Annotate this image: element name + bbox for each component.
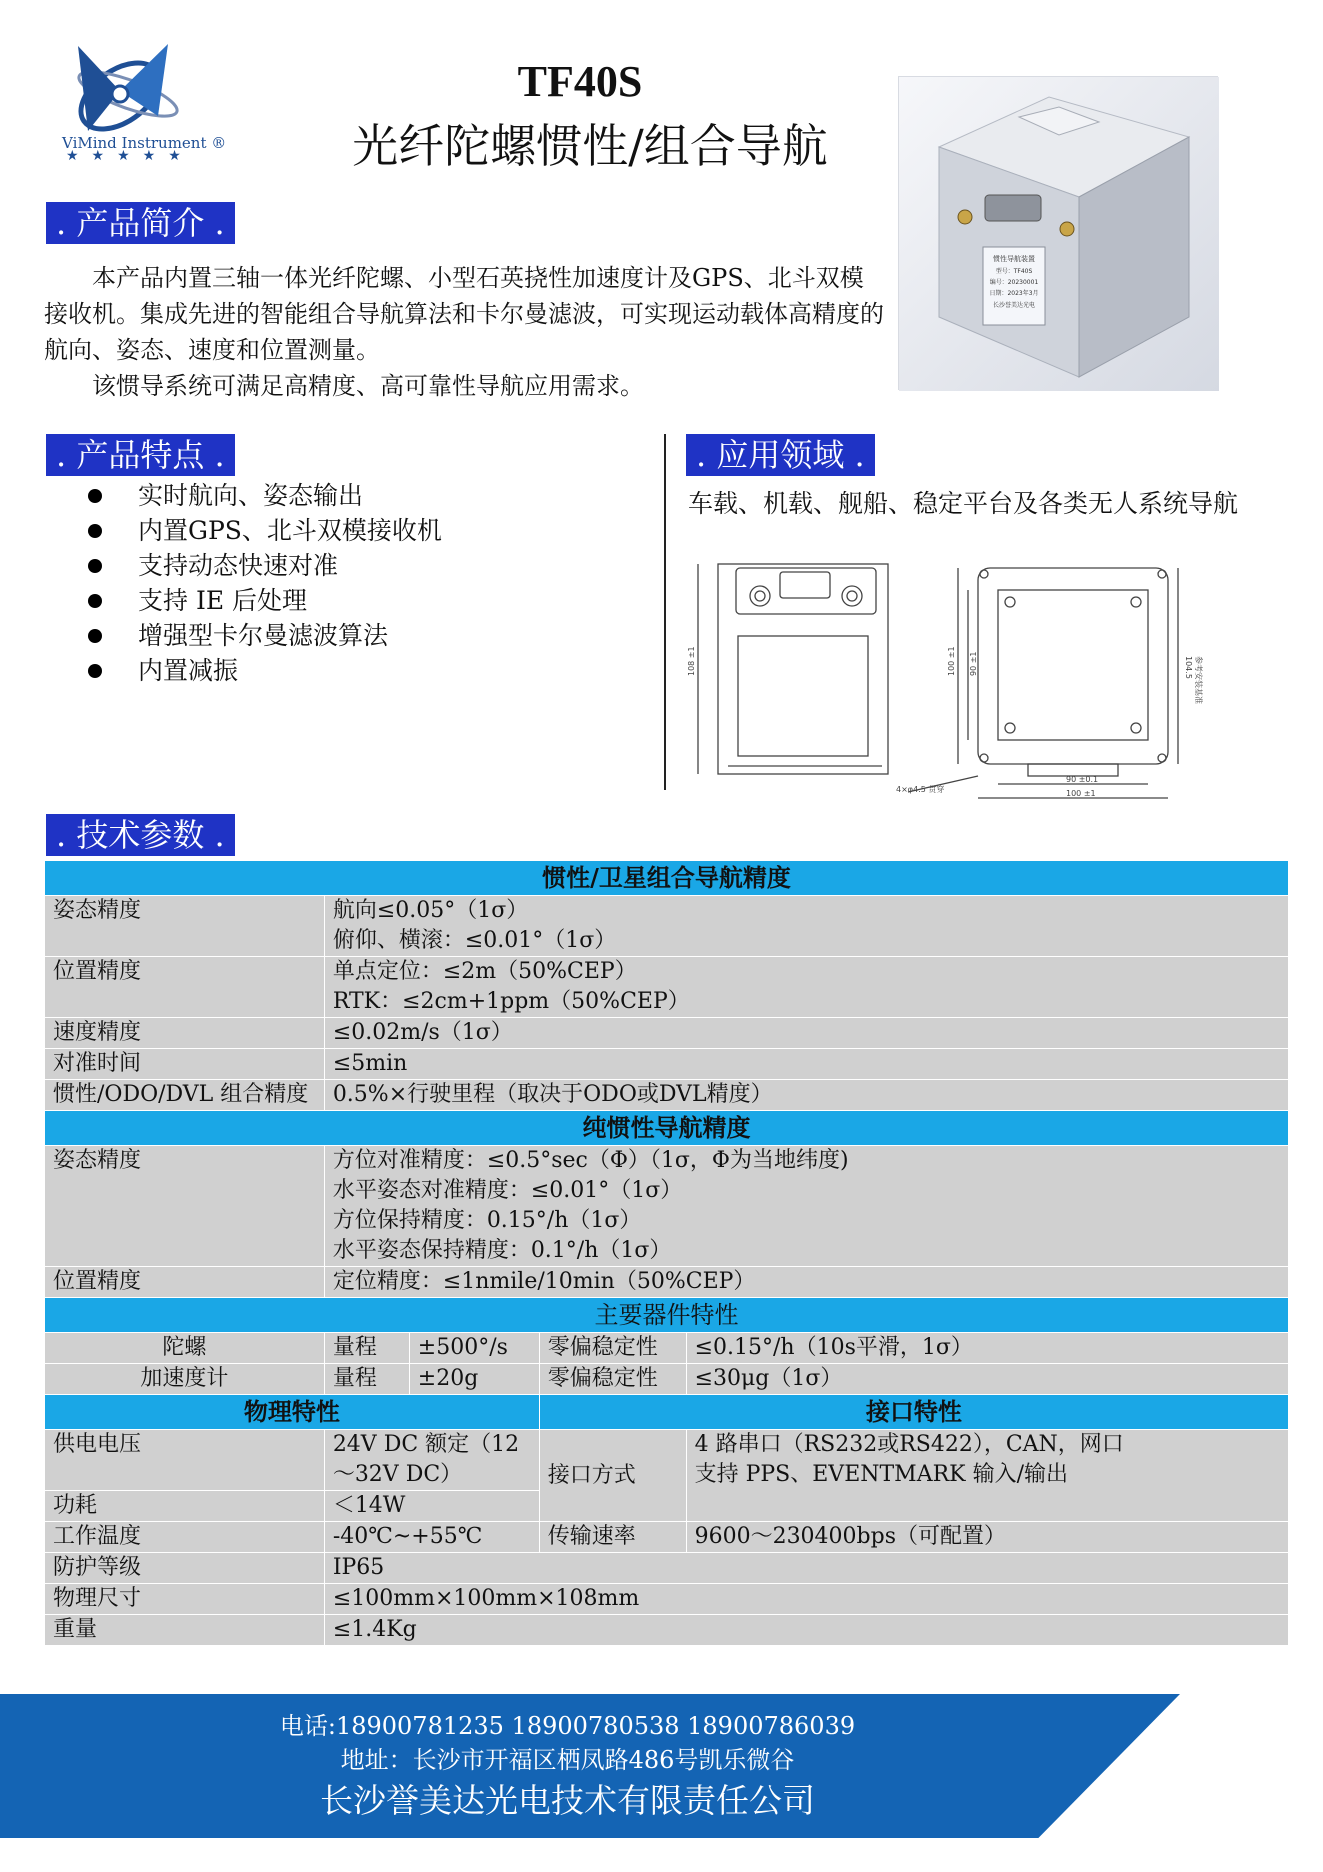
cell: 量程 [324, 1364, 409, 1395]
dim-label-6: 100 ±1 [1066, 789, 1096, 798]
footer-phone: 电话:18900781235 18900780538 18900786039 [279, 1712, 856, 1740]
feature-item [88, 478, 442, 513]
row-value: ≤100mm×100mm×108mm [324, 1584, 1288, 1615]
value-line: 水平姿态对准精度：≤0.01°（1σ） [332, 1178, 683, 1203]
feature-text: 增强型卡尔曼滤波算法 [138, 621, 389, 650]
applications-text: 车载、机载、舰船、稳定平台及各类无人系统导航 [688, 489, 1239, 518]
row-label: 位置精度 [45, 1267, 325, 1298]
value-line: 方位保持精度：0.15°/h（1σ） [332, 1208, 642, 1233]
table-row [45, 1430, 1289, 1491]
row-value: ＜14W [324, 1491, 539, 1522]
bullet-icon [88, 664, 102, 678]
feature-text: 内置减振 [138, 656, 239, 685]
feature-text: 支持动态快速对准 [138, 551, 339, 580]
cell: ±20g [409, 1364, 539, 1395]
table-row [45, 896, 1289, 957]
row-label: 姿态精度 [45, 896, 325, 957]
table-header-physical: 物理特性 [45, 1395, 540, 1430]
feature-item [88, 653, 442, 688]
row-label: 速度精度 [45, 1018, 325, 1049]
value-line: 单点定位：≤2m（50%CEP） [332, 959, 637, 984]
value-line: 支持 PPS、EVENTMARK 输入/输出 [694, 1462, 1068, 1487]
row-value [324, 1146, 1288, 1267]
row-value: ≤0.02m/s（1σ） [324, 1018, 1288, 1049]
table-row [45, 1615, 1289, 1646]
row-label: 加速度计 [45, 1364, 325, 1395]
row-label: 姿态精度 [45, 1146, 325, 1267]
dim-label-1: 108 ±1 [687, 646, 696, 676]
row-value [324, 957, 1288, 1018]
intro-text [44, 260, 884, 404]
table-row [45, 957, 1289, 1018]
table-row [45, 1553, 1289, 1584]
product-photo [898, 76, 1218, 390]
footer-address: 地址：长沙市开福区栖凤路486号凯乐微谷 [340, 1746, 795, 1774]
table-header-pure-inertial: 纯惯性导航精度 [45, 1111, 1289, 1146]
value-line: 方位对准精度：≤0.5°sec（Φ）（1σ，Φ为当地纬度) [332, 1148, 849, 1173]
cell: ±500°/s [409, 1333, 539, 1364]
row-label: 防护等级 [45, 1553, 325, 1584]
row-value: 0.5%×行驶里程（取决于ODO或DVL精度） [324, 1080, 1288, 1111]
table-header-integrated: 惯性/卫星组合导航精度 [45, 861, 1289, 896]
section-header-intro: . 产品简介 . [46, 202, 235, 244]
logo-text: ViMind Instrument ® [62, 134, 227, 152]
row-label: 惯性/ODO/DVL 组合精度 [45, 1080, 325, 1111]
table-row [45, 1080, 1289, 1111]
row-label: 功耗 [45, 1491, 325, 1522]
section-header-features: . 产品特点 . [46, 434, 235, 476]
row-label: 陀螺 [45, 1333, 325, 1364]
row-value: 定位精度：≤1nmile/10min（50%CEP） [324, 1267, 1288, 1298]
row-label: 重量 [45, 1615, 325, 1646]
dim-label-2: 100 ±1 [947, 646, 956, 676]
row-label: 接口方式 [539, 1430, 686, 1522]
cell: 量程 [324, 1333, 409, 1364]
column-divider [664, 434, 666, 790]
table-row [45, 1049, 1289, 1080]
dim-label-5: 90 ±0.1 [1066, 775, 1099, 784]
value-line: 俯仰、横滚：≤0.01°（1σ） [332, 928, 617, 953]
row-label: 传输速率 [539, 1522, 686, 1553]
row-label: 位置精度 [45, 957, 325, 1018]
spec-table [44, 860, 1289, 1646]
row-label: 物理尺寸 [45, 1584, 325, 1615]
bullet-icon [88, 489, 102, 503]
table-row [45, 1584, 1289, 1615]
table-row [45, 1146, 1289, 1267]
section-header-apps: . 应用领域 . [686, 434, 875, 476]
cell: 零偏稳定性 [539, 1364, 686, 1395]
row-label: 对准时间 [45, 1049, 325, 1080]
table-header-interface: 接口特性 [539, 1395, 1288, 1430]
feature-list [88, 478, 442, 688]
value-line: 航向≤0.05°（1σ） [332, 898, 529, 923]
photo-label-1: 惯性导航装置 [993, 255, 1035, 263]
feature-text: 支持 IE 后处理 [138, 586, 308, 615]
section-header-specs: . 技术参数 . [46, 814, 235, 856]
value-line: 水平姿态保持精度：0.1°/h（1σ） [332, 1238, 672, 1263]
bullet-icon [88, 594, 102, 608]
feature-item [88, 513, 442, 548]
product-model: TF40S [517, 57, 643, 106]
cell: ≤30μg（1σ） [686, 1364, 1288, 1395]
photo-label-4: 日期：2023年3月 [989, 290, 1039, 297]
cell: 零偏稳定性 [539, 1333, 686, 1364]
photo-label-5: 长沙誉美达光电 [992, 302, 1036, 309]
row-label: 工作温度 [45, 1522, 325, 1553]
logo-stars: ★★★★★ [66, 148, 194, 164]
row-value: IP65 [324, 1553, 1288, 1584]
intro-paragraph-1: 本产品内置三轴一体光纤陀螺、小型石英挠性加速度计及GPS、北斗双模接收机。集成先进的智能组合导航算法和卡尔曼滤波，可实现运动载体高精度的航向、姿态、速度和位置测量。 [44, 264, 884, 364]
intro-paragraph-2: 该惯导系统可满足高精度、高可靠性导航应用需求。 [92, 372, 644, 400]
value-line: RTK：≤2cm+1ppm（50%CEP） [332, 989, 690, 1014]
dim-label-4: 104.5 [1184, 656, 1193, 679]
row-value: -40℃~+55℃ [324, 1522, 539, 1553]
feature-text: 内置GPS、北斗双模接收机 [138, 516, 442, 545]
bullet-icon [88, 629, 102, 643]
dimension-drawing [688, 556, 1288, 806]
table-header-components: 主要器件特性 [45, 1298, 1289, 1333]
dim-label-3: 90 ±1 [969, 651, 978, 676]
table-row [45, 1018, 1289, 1049]
dim-label-7: 4×φ4.5 贯穿 [896, 785, 945, 794]
bullet-icon [88, 559, 102, 573]
photo-label-2: 型号：TF40S [995, 268, 1033, 275]
table-row [45, 1267, 1289, 1298]
row-value: ≤1.4Kg [324, 1615, 1288, 1646]
cell: ≤0.15°/h（10s平滑，1σ） [686, 1333, 1288, 1364]
value-line: 4 路串口（RS232或RS422），CAN，网口 [694, 1432, 1124, 1457]
table-row [45, 1364, 1289, 1395]
row-value: ≤5min [324, 1049, 1288, 1080]
row-value [324, 896, 1288, 957]
feature-text: 实时航向、姿态输出 [138, 481, 364, 510]
feature-item [88, 548, 442, 583]
table-row [45, 1333, 1289, 1364]
table-row [45, 1522, 1289, 1553]
feature-item [88, 618, 442, 653]
row-label: 供电电压 [45, 1430, 325, 1491]
product-subtitle: 光纤陀螺惯性/组合导航 [352, 119, 828, 173]
row-value: 9600～230400bps（可配置） [686, 1522, 1288, 1553]
bullet-icon [88, 524, 102, 538]
footer-company: 长沙誉美达光电技术有限责任公司 [320, 1781, 815, 1820]
photo-label-3: 编号：20230001 [989, 279, 1039, 286]
row-value [686, 1430, 1288, 1522]
row-value: 24V DC 额定（12～32V DC） [324, 1430, 539, 1491]
feature-item [88, 583, 442, 618]
dim-label-8: 参考安装基准 [1194, 656, 1203, 704]
